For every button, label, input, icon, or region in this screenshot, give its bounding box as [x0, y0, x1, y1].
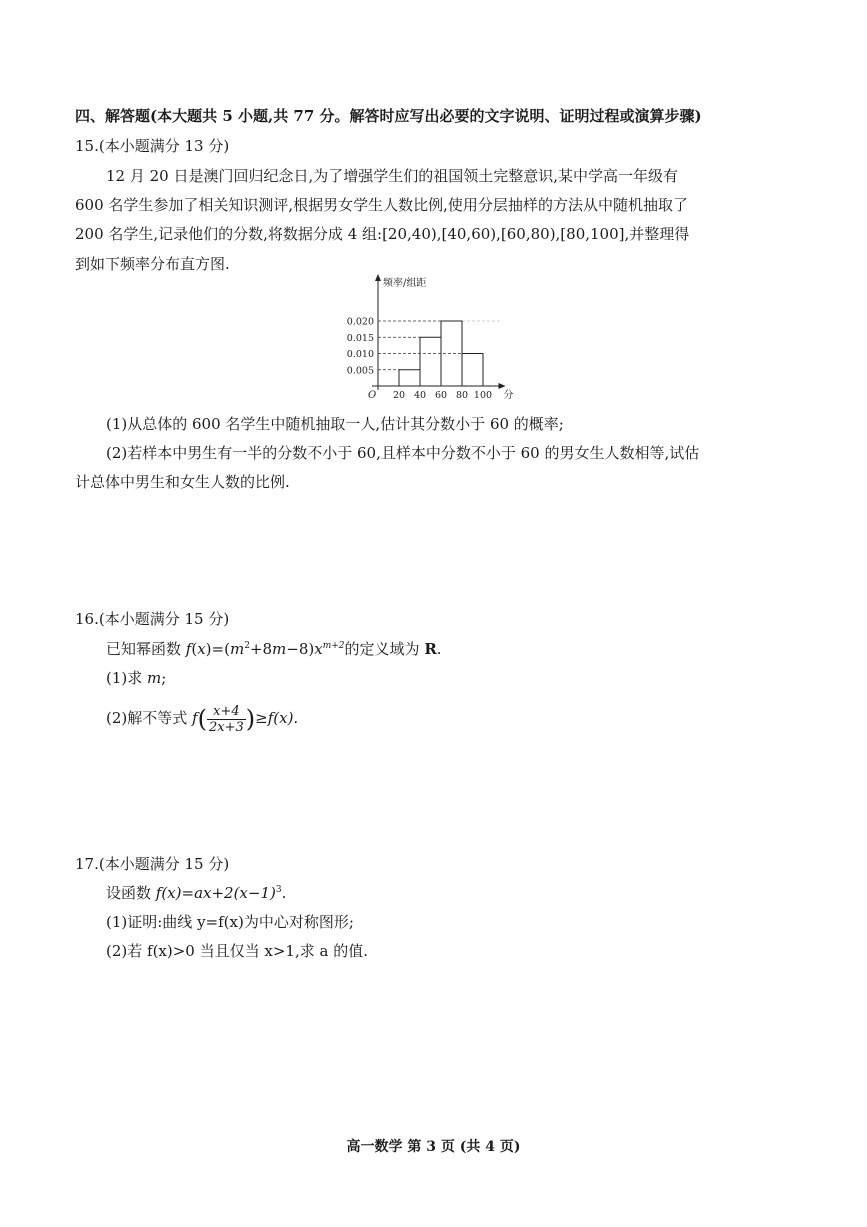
- page-footer: 高一数学 第 3 页 (共 4 页): [346, 1139, 521, 1155]
- q17-cube: 3: [275, 885, 282, 895]
- q15-part1: (1)从总体的 600 名学生中随机抽取一人,估计其分数小于 60 的概率;: [106, 415, 564, 433]
- q15-header: 15.(本小题满分 13 分): [75, 137, 230, 155]
- q15-part2-line-1: (2)若样本中男生有一半的分数不小于 60,且样本中分数不小于 60 的男女生人数相等,试估: [106, 444, 700, 462]
- x-tick-label: 80: [455, 390, 469, 401]
- q15-part2-line-2: 计总体中男生和女生人数的比例.: [75, 473, 290, 491]
- q16-frac-denominator: 2x+3: [208, 719, 244, 735]
- q15-stem-line-4: 到如下频率分布直方图.: [75, 255, 230, 273]
- q17-part2: (2)若 f(x)>0 当且仅当 x>1,求 a 的值.: [106, 942, 368, 960]
- y-tick-label: 0.010: [346, 349, 374, 360]
- x-tick-label: 20: [392, 390, 406, 401]
- q16-square: 2: [244, 641, 250, 651]
- histogram-bar: [462, 354, 483, 387]
- x-tick-label: 60: [434, 390, 448, 401]
- origin-label: O: [368, 390, 377, 401]
- x-tick-label: 40: [413, 390, 427, 401]
- q16-m1: m: [229, 640, 245, 658]
- q17-part1: (1)证明:曲线 y=f(x)为中心对称图形;: [106, 913, 354, 931]
- q17-header: 17.(本小题满分 15 分): [75, 855, 230, 873]
- q16-part2-pre: (2)解不等式: [106, 709, 193, 727]
- section-heading: 四、解答题(本大题共 5 小题,共 77 分。解答时应写出必要的文字说明、证明过程或演算步骤): [75, 107, 702, 125]
- q16-geq: ≥: [255, 709, 268, 727]
- y-tick-label: 0.015: [346, 332, 374, 344]
- q16-fraction: [207, 704, 246, 735]
- q16-eq: )=(: [205, 640, 230, 658]
- q16-paren-open: (: [191, 640, 198, 658]
- x-axis-arrow: [499, 383, 506, 389]
- q17-stem: [106, 883, 286, 903]
- y-axis-label: 频率/组距: [383, 278, 427, 289]
- q16-frac-numerator: x+4: [207, 704, 246, 720]
- q16-m2: m: [272, 640, 287, 658]
- y-axis-arrow: [375, 274, 381, 281]
- y-tick-label: 0.020: [346, 316, 374, 328]
- y-tick-label: 0.005: [346, 365, 374, 377]
- q16-part2: (2)解不等式 f( $\frac{x+4}{2x+3}$ )≥f(x).: [106, 703, 299, 735]
- q17-function: f(x)=ax+2(x−1): [155, 884, 276, 902]
- q15-stem-line-1: 12 月 20 日是澳门回归纪念日,为了增强学生们的祖国领土完整意识,某中学高一年级有: [106, 167, 679, 185]
- q17-stem-pre: 设函数: [106, 884, 156, 902]
- x-axis-label: 分: [503, 390, 514, 401]
- q15-stem-line-3: 200 名学生,记录他们的分数,将数据分成 4 组:[20,40),[40,60),[60,80),[80,100],并整理得: [75, 225, 690, 243]
- histogram-bar: [420, 337, 441, 386]
- q16-part2-fx: f(x).: [267, 709, 299, 727]
- q16-plus: +8: [249, 640, 273, 658]
- q16-stem: [106, 639, 442, 659]
- q16-real-set: R: [424, 640, 437, 658]
- q16-header: 16.(本小题满分 15 分): [75, 610, 230, 628]
- q16-exponent: m+2: [322, 641, 345, 651]
- q16-minus: −8): [286, 640, 315, 658]
- q16-f: f: [185, 640, 192, 658]
- q16-part1-pre: (1)求: [106, 669, 148, 687]
- q15-stem-line-2: 600 名学生参加了相关知识测评,根据男女学生人数比例,使用分层抽样的方法从中随机抽取了: [75, 196, 688, 214]
- frequency-histogram: [340, 272, 520, 404]
- q16-stem-end: 的定义域为: [344, 640, 425, 658]
- q16-part1-end: ;: [161, 669, 167, 687]
- q16-x: x: [197, 640, 206, 658]
- q17-stem-end: .: [281, 884, 287, 902]
- q16-x2: x: [314, 640, 323, 658]
- histogram-bar: [399, 370, 420, 386]
- q16-part1-m: m: [147, 669, 162, 687]
- q16-stem-pre: 已知幂函数: [106, 640, 186, 658]
- x-tick-label: 100: [473, 390, 493, 401]
- q16-period: .: [436, 640, 442, 658]
- q16-part1: [106, 668, 166, 688]
